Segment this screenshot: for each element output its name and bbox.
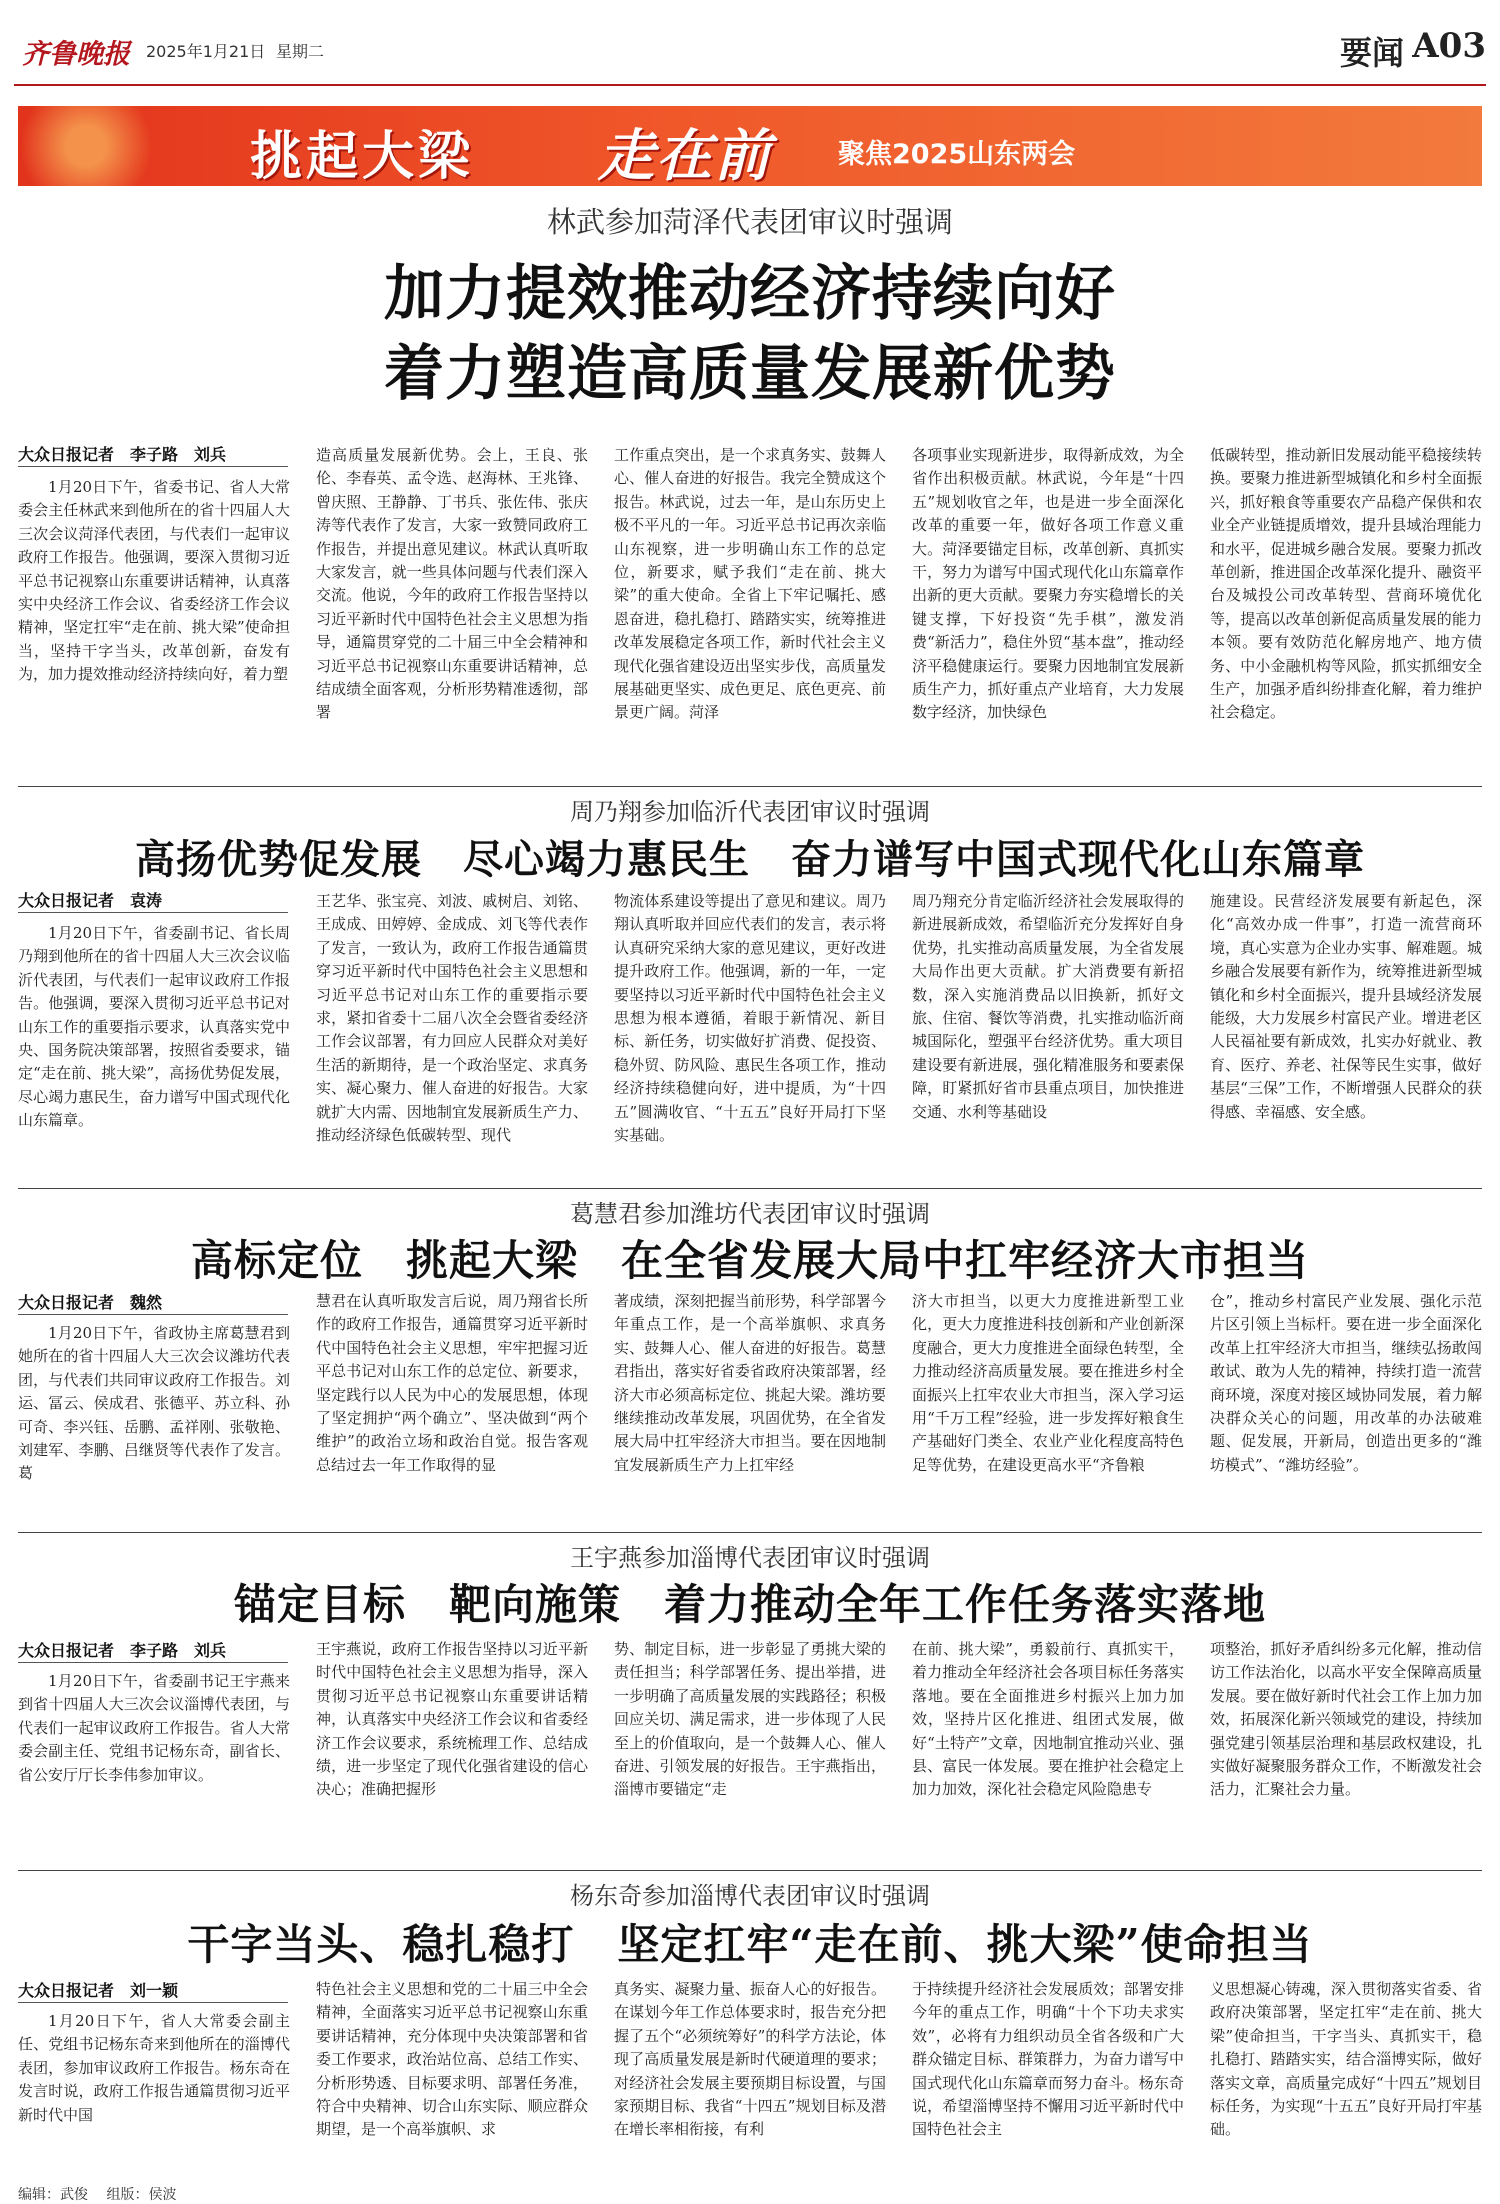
- byline-rule: [18, 1662, 288, 1663]
- page-footer: [18, 2184, 190, 2204]
- publication-date: 2025年1月21日: [146, 42, 266, 61]
- article-column: 周乃翔充分肯定临沂经济社会发展取得的新进展新成效，希望临沂充分发挥好自身优势，扎实推动高质量发展，为全省发展大局作出更大贡献。扩大消费要有新招数，深入实施消费品以旧换新，抓好文旅、住宿、餐饮等消费，扎实推动临沂商城国际化，塑强平台经济优势。重大项目建设要有新进展，强化精准服务和要素保障，盯紧抓好省市县重点项目，加快推进交通、水利等基础设: [912, 892, 1184, 1121]
- byline-rule: [18, 912, 288, 913]
- article-divider: [18, 1532, 1482, 1533]
- article-linwu: [18, 200, 1482, 780]
- article-column: 仓”，推动乡村富民产业发展、强化示范片区引领上当标杆。要在进一步全面深化改革上扛牢经济大市担当，继续弘扬敢闯敢试、敢为人先的精神，持续打造一流营商环境，深度对接区域协同发展，着力解决群众关心的问题，用改革的办法破难题、促发展，开新局，创造出更多的“潍坊模式”、“潍坊经验”。: [1210, 1292, 1482, 1474]
- article-headline: 高扬优势促发展 尽心竭力惠民生 奋力谱写中国式现代化山东篇章: [135, 836, 1365, 883]
- topic-banner: [18, 106, 1482, 186]
- section-name: 要闻: [1339, 34, 1404, 72]
- article-column: 特色社会主义思想和党的二十届三中全会精神，全面落实习近平总书记视察山东重要讲话精神，充分体现中央决策部署和省委工作要求，政治站位高、总结工作实、分析形势透、目标要求明、部署任务准，符合中央精神、切合山东实际、顺应群众期望，是一个高举旗帜、求: [316, 1980, 588, 2139]
- article-headline: 锚定目标 靶向施策 着力推动全年工作任务落实落地: [233, 1580, 1266, 1629]
- masthead-rule: [14, 84, 1486, 86]
- article-headline: 高标定位 挑起大梁 在全省发展大局中扛牢经济大市担当: [190, 1236, 1309, 1285]
- article-divider: [18, 786, 1482, 787]
- article-column: 1月20日下午，省委副书记王宇燕来到省十四届人大三次会议淄博代表团，与代表们一起审议政府工作报告。省人大常委会副主任、党组书记杨东奇，副省长、省公安厅厅长李伟参加审议。: [18, 1672, 290, 1784]
- article-yangdongqi: [18, 1876, 1482, 2172]
- article-headline-line-2: 着力塑造高质量发展新优势: [384, 339, 1116, 409]
- article-kicker: 林武参加菏泽代表团审议时强调: [546, 205, 953, 239]
- article-column: 施建设。民营经济发展要有新起色，深化“高效办成一件事”，打造一流营商环境，真心实意为企业办实事、解难题。城乡融合发展要有新作为，统筹推进新型城镇化和乡村全面振兴，提升县域经济发展能级，大力发展乡村富民产业。增进老区人民福祉要有新成效，扎实办好就业、教育、医疗、养老、社保等民生实事，做好基层“三保”工作，不断增强人民群众的获得感、幸福感、安全感。: [1210, 892, 1482, 1121]
- byline-rule: [18, 2002, 288, 2003]
- article-column: 造高质量发展新优势。会上，王良、张伦、李春英、孟令选、赵海林、王兆锋、曾庆照、王静静、丁书兵、张佐伟、张庆涛等代表作了发言，大家一致赞同政府工作报告，并提出意见建议。林武认真听取大家发言，就一些具体问题与代表们深入交流。他说，今年的政府工作报告坚持以习近平新时代中国特色社会主义思想为指导，通篇贯穿党的二十届三中全会精神和习近平总书记视察山东重要讲话精神，总结成绩全面客观，分析形势精准透彻，部署: [316, 446, 588, 722]
- article-kicker: 王宇燕参加淄博代表团审议时强调: [570, 1544, 930, 1572]
- article-divider: [18, 1188, 1482, 1189]
- article-divider: [18, 1870, 1482, 1871]
- paper-name: 齐鲁晚报: [22, 39, 130, 70]
- banner-subtitle: 聚焦2025山东两会: [838, 139, 1076, 170]
- masthead: [14, 6, 1486, 96]
- article-column: 1月20日下午，省委副书记、省长周乃翔到他所在的省十四届人大三次会议临沂代表团，与代表们一起审议政府工作报告。他强调，要深入贯彻习近平总书记对山东工作的重要指示要求，认真落实党中央、国务院决策部署，按照省委要求，锚定“走在前、挑大梁”，高扬优势促发展，尽心竭力惠民生，奋力谱写中国式现代化山东篇章。: [18, 924, 290, 1130]
- article-kicker: 周乃翔参加临沂代表团审议时强调: [570, 798, 930, 826]
- article-kicker: 葛慧君参加潍坊代表团审议时强调: [570, 1200, 930, 1228]
- weekday: 星期二: [276, 42, 325, 61]
- article-column: 1月20日下午，省人大常委会副主任、党组书记杨东奇来到他所在的淄博代表团，参加审议政府工作报告。杨东奇在发言时说，政府工作报告通篇贯彻习近平新时代中国: [18, 2012, 290, 2124]
- article-byline: 大众日报记者 袁涛: [18, 891, 163, 910]
- article-column: 在前、挑大梁”，勇毅前行、真抓实干，着力推动全年经济社会各项目标任务落实落地。要在全面推进乡村振兴上加力加效，坚持片区化推进、组团式发展，做好“土特产”文章，因地制宜推动兴业、强县、富民一体发展。要在推护社会稳定上加力加效，深化社会稳定风险隐患专: [912, 1640, 1184, 1799]
- article-column: 工作重点突出，是一个求真务实、鼓舞人心、催人奋进的好报告。我完全赞成这个报告。林武说，过去一年，是山东历史上极不平凡的一年。习近平总书记再次亲临山东视察，进一步明确山东工作的总定位，新要求，赋予我们“走在前、挑大梁”的重大使命。全省上下牢记嘱托、感恩奋进，稳扎稳打、踏踏实实，统筹推进改革发展稳定各项工作，新时代社会主义现代化强省建设迈出坚实步伐，高质量发展基础更坚实、成色更足、底色更亮、前景更广阔。菏泽: [614, 446, 886, 722]
- byline-rule: [18, 1314, 288, 1315]
- article-column: 王艺华、张宝亮、刘波、戚树启、刘铭、王成成、田婷婷、金成成、刘飞等代表作了发言，一致认为，政府工作报告通篇贯穿习近平新时代中国特色社会主义思想和习近平总书记对山东工作的重要指示要求，紧扣省委十二届八次全会暨省委经济工作会议部署，有力回应人民群众对美好生活的新期待，是一个政治坚定、求真务实、凝心聚力、催人奋进的好报告。大家就扩大内需、因地制宜发展新质生产力、推动经济绿色低碳转型、现代: [316, 892, 588, 1145]
- article-column: 1月20日下午，省委书记、省人大常委会主任林武来到他所在的省十四届人大三次会议菏泽代表团，与代表们一起审议政府工作报告。他强调，要深入贯彻习近平总书记视察山东重要讲话精神，认真落实中央经济工作会议、省委经济工作会议精神，坚定扛牢“走在前、挑大梁”使命担当，坚持干字当头，改革创新，奋发有为，加力提效推动经济持续向好，着力塑: [18, 478, 290, 684]
- footer-editor: 编辑：武俊: [18, 2187, 88, 2203]
- article-kicker: 杨东奇参加淄博代表团审议时强调: [570, 1882, 930, 1910]
- article-byline: 大众日报记者 刘一颖: [18, 1981, 179, 2000]
- article-byline: 大众日报记者 李子路 刘兵: [18, 445, 227, 464]
- article-gehuijun: [18, 1194, 1482, 1526]
- article-column: 于持续提升经济社会发展质效；部署安排今年的重点工作，明确“十个下功夫求实效”，必将有力组织动员全省各级和广大群众锚定目标、群策群力，为奋力谱写中国式现代化山东篇章而努力奋斗。杨东奇说，希望淄博坚持不懈用习近平新时代中国特色社会主: [912, 1980, 1184, 2139]
- article-byline: 大众日报记者 魏然: [18, 1293, 163, 1312]
- byline-rule: [18, 466, 288, 467]
- article-column: 义思想凝心铸魂，深入贯彻落实省委、省政府决策部署，坚定扛牢“走在前、挑大梁”使命担当，干字当头、真抓实干，稳扎稳打、踏踏实实，结合淄博实际，做好落实文章，高质量完成好“十四五”规划目标任务，为实现“十五五”良好开局打牢基础。: [1210, 1980, 1482, 2139]
- article-column: 王宇燕说，政府工作报告坚持以习近平新时代中国特色社会主义思想为指导，深入贯彻习近平总书记视察山东重要讲话精神，认真落实中央经济工作会议和省委经济工作会议要求，系统梳理工作、总结成绩，进一步坚定了现代化强省建设的信心决心；准确把握形: [316, 1640, 588, 1799]
- article-headline-line-1: 加力提效推动经济持续向好: [384, 259, 1116, 329]
- article-column: 慧君在认真听取发言后说，周乃翔省长所作的政府工作报告，通篇贯穿习近平新时代中国特色社会主义思想，牢牢把握习近平总书记对山东工作的总定位、新要求，坚定践行以人民为中心的发展思想，体现了坚定拥护“两个确立”、坚决做到“两个维护”的政治立场和政治自觉。报告客观总结过去一年工作取得的显: [316, 1292, 588, 1474]
- page-number: A03: [1412, 26, 1486, 66]
- article-headline: 干字当头、稳扎稳打 坚定扛牢“走在前、挑大梁”使命担当: [187, 1920, 1313, 1969]
- banner-script-text: 走在前: [598, 123, 772, 186]
- article-wangyuyan: [18, 1538, 1482, 1864]
- article-column: 济大市担当，以更大力度推进新型工业化，更大力度推进科技创新和产业创新深度融合，更大力度推进全面绿色转型，全力推动经济高质量发展。要在推进乡村全面振兴上扛牢农业大市担当，深入学习运用“千万工程”经验，进一步发挥好粮食生产基础好门类全、农业产业化程度高特色足等优势，在建设更高水平“齐鲁粮: [912, 1292, 1184, 1474]
- article-column: 各项事业实现新进步，取得新成效，为全省作出积极贡献。林武说，今年是“十四五”规划收官之年，也是进一步全面深化改革的重要一年，做好各项工作意义重大。菏泽要锚定目标，改革创新、真抓实干，努力为谱写中国式现代化山东篇章作出新的更大贡献。要聚力夯实稳增长的关键支撑，下好投资“先手棋”，激发消费“新活力”，稳住外贸“基本盘”，推动经济平稳健康运行。要聚力因地制宜发展新质生产力，抓好重点产业培育，大力发展数字经济，加快绿色: [912, 446, 1184, 722]
- article-column: 著成绩，深刻把握当前形势，科学部署今年重点工作，是一个高举旗帜、求真务实、鼓舞人心、催人奋进的好报告。葛慧君指出，落实好省委省政府决策部署，经济大市必须高标定位、挑起大梁。潍坊要继续推动改革发展，巩固优势，在全省发展大局中扛牢经济大市担当。要在因地制宜发展新质生产力上扛牢经: [614, 1292, 886, 1474]
- footer-designer: 组版：侯波: [106, 2187, 177, 2203]
- article-column: 1月20日下午，省政协主席葛慧君到她所在的省十四届人大三次会议潍坊代表团，与代表们共同审议政府工作报告。刘运、冨云、侯成君、张德平、苏立科、孙可奇、李兴钰、岳鹏、孟祥刚、张敬艳、刘建军、李鹏、吕继贤等代表作了发言。葛: [18, 1324, 290, 1483]
- article-column: 物流体系建设等提出了意见和建议。周乃翔认真听取并回应代表们的发言，表示将认真研究采纳大家的意见建议，更好改进提升政府工作。他强调，新的一年，一定要坚持以习近平新时代中国特色社会主义思想为根本遵循，着眼于新情况、新目标、新任务，切实做好扩消费、促投资、稳外贸、防风险、惠民生各项工作，推动经济持续稳健向好，进中提质，为“十四五”圆满收官、“十五五”良好开局打下坚实基础。: [614, 892, 886, 1145]
- banner-main-text: 挑起大梁: [250, 126, 475, 186]
- article-zhounaixiang: [18, 792, 1482, 1200]
- article-column: 低碳转型，推动新旧发展动能平稳接续转换。要聚力推进新型城镇化和乡村全面振兴，抓好粮食等重要农产品稳产保供和农业全产业链提质增效，提升县域治理能力和水平，促进城乡融合发展。要聚力抓改革创新，推进国企改革深化提升、融资平台及城投公司改革转型、营商环境优化等，提高以改革创新促高质量发展的能力本领。要有效防范化解房地产、地方债务、中小金融机构等风险，抓实抓细安全生产，加强矛盾纠纷排查化解，着力维护社会稳定。: [1210, 446, 1482, 722]
- article-column: 势、制定目标，进一步彰显了勇挑大梁的责任担当；科学部署任务、提出举措，进一步明确了高质量发展的实践路径；积极回应关切、满足需求，进一步体现了人民至上的价值取向，是一个鼓舞人心、催人奋进、引领发展的好报告。王宇燕指出，淄博市要锚定“走: [614, 1640, 886, 1799]
- article-byline: 大众日报记者 李子路 刘兵: [18, 1641, 227, 1660]
- article-column: 项整治，抓好矛盾纠纷多元化解，推动信访工作法治化，以高水平安全保障高质量发展。要在做好新时代社会工作上加力加效，拓展深化新兴领域党的建设，持续加强党建引领基层治理和基层政权建设，扎实做好凝聚服务群众工作，不断激发社会活力，汇聚社会力量。: [1210, 1640, 1482, 1799]
- article-column: 真务实、凝聚力量、振奋人心的好报告。在谋划今年工作总体要求时，报告充分把握了五个“必须统筹好”的科学方法论，体现了高质量发展是新时代硬道理的要求；对经济社会发展主要预期目标设置，与国家预期目标、我省“十四五”规划目标及潜在增长率相衔接，有利: [614, 1980, 886, 2139]
